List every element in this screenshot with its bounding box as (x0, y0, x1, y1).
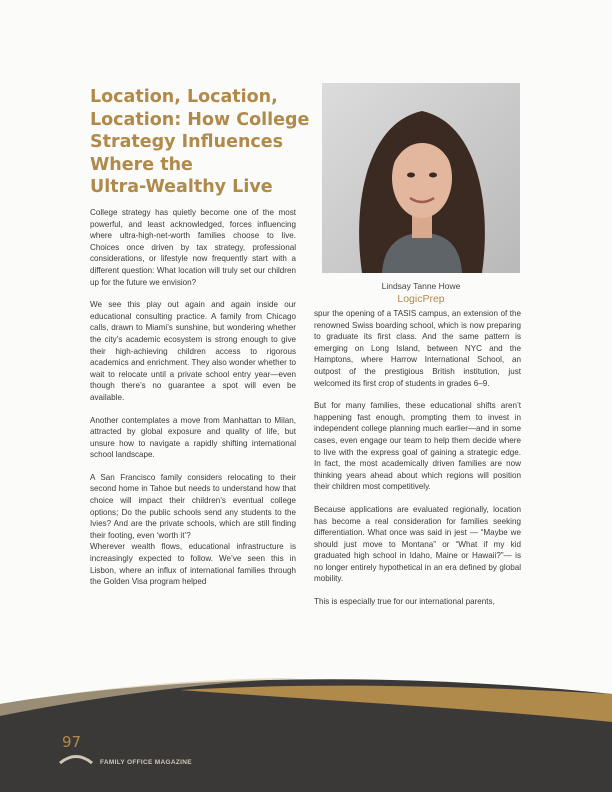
paragraph: We see this play out again and again inside our educational consulting practice. A family from Chicago calls, drawn to Miami’s sunshine, but wondering whether the city’s academic ecosystem is strong enough to give their high-achieving children access to rigorous academics and enrichment. They also wonder whether to wait to relocate until a private school entry year—even though there’s no guarantee a spot will even be available. (90, 300, 296, 402)
article-left-column (90, 207, 296, 599)
paragraph: College strategy has quietly become one of the most powerful, and least acknowledged, forces influencing where ultra-high-net-worth families choose to live. Choices once driven by tax strategy, professional considerations, or lifestyle now frequently start with a different question: What location will truly set our children up for the future we envision? (90, 208, 296, 287)
author-organization: LogicPrep (397, 293, 445, 305)
title-line: Ultra-Wealthy Live (90, 177, 273, 197)
title-line: Location: How College (90, 109, 310, 130)
page-number: 97 (62, 733, 82, 751)
article-title (90, 86, 310, 199)
paragraph: Another contemplates a move from Manhattan to Milan, attracted by global exposure and quality of life, but unsure how to navigate a rapidly shifting international school landscape. (90, 415, 296, 460)
magazine-logo-icon (58, 752, 94, 764)
paragraph: But for many families, these educational shifts aren’t happening fast enough, prompting them to invest in independent college planning much earlier—and in some cases, even engage our team to help them decide where to live with the express goal of gaining a strategic edge. In fact, the most academically driven families are now thinking years ahead about which regions will position their children most competitively. (314, 401, 521, 492)
magazine-name: FAMILY OFFICE MAGAZINE (100, 759, 192, 766)
paragraph: A San Francisco family considers relocating to their second home in Tahoe but needs to understand how that choice will impact their children’s eventual college options; Do the public schools send any students to the Ivies? And are the private schools, which are still finding their footing, even ‘worth it’? (90, 472, 296, 540)
author-name: Lindsay Tanne Howe (381, 281, 461, 291)
title-line: Where the (90, 154, 193, 175)
title-line: Location, Location, (90, 87, 278, 107)
paragraph: This is especially true for our international parents, (314, 597, 495, 607)
article-right-column (314, 308, 521, 619)
footer-band (0, 664, 612, 792)
author-photo (322, 83, 520, 273)
paragraph: spur the opening of a TASIS campus, an extension of the renowned Swiss boarding school, which is now preparing to graduate its first class. And the same pattern is emerging on Long Island, between NYC and the Hamptons, where Harrow International School, an outpost of the prestigious British institution, just welcomed its first crop of students in grades 6–9. (314, 309, 521, 388)
paragraph: Because applications are evaluated regionally, location has become a real consideration for families seeking differentiation. What once was said in jest — “Maybe we should just move to Montana” or “What if my kid graduated high school in Idaho, Maine or Hawaii?”— is no longer entirely hypothetical in an era defined by global mobility. (314, 504, 521, 584)
paragraph: Wherever wealth flows, educational infrastructure is increasingly expected to follow. We’ve seen this in Lisbon, where an influx of international families through the Golden Visa program helped (90, 542, 296, 587)
title-line: Strategy Influences (90, 132, 284, 152)
